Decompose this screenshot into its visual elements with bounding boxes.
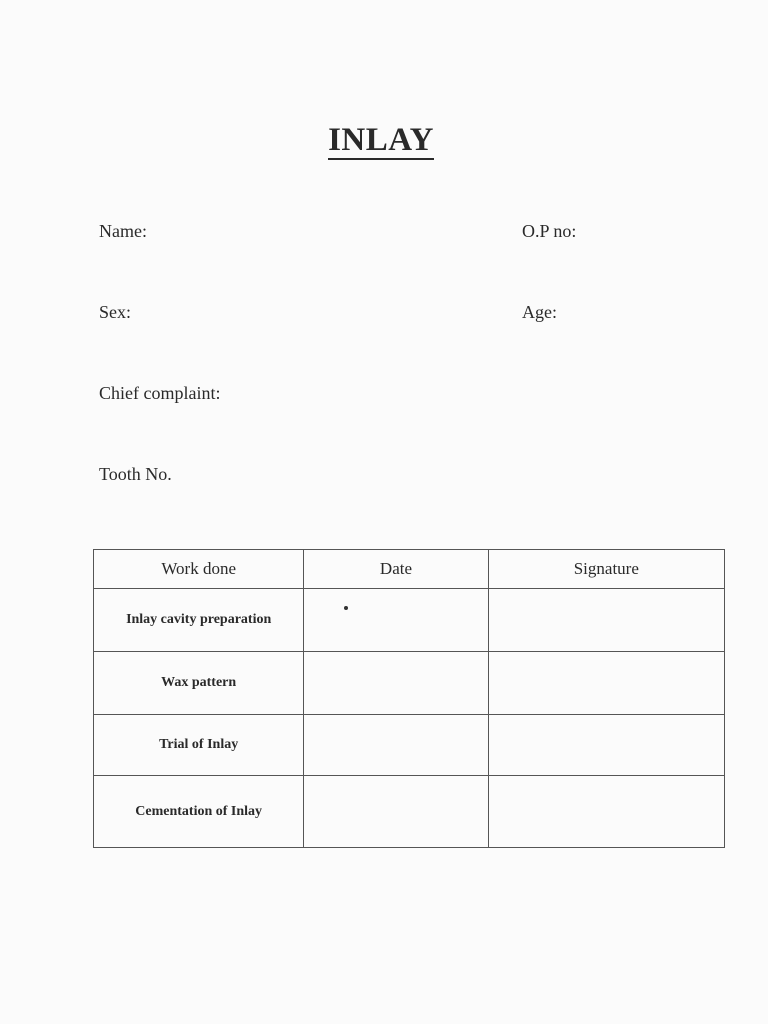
name-label: Name:: [99, 221, 147, 241]
tooth-no-label: Tooth No.: [99, 464, 172, 484]
signature-cell: [488, 715, 724, 776]
age-label: Age:: [522, 302, 557, 322]
sex-label: Sex:: [99, 302, 132, 322]
date-cell: [304, 589, 488, 652]
table-header-row: [94, 550, 725, 589]
work-cell: Inlay cavity preparation: [94, 589, 304, 652]
signature-header: Signature: [488, 550, 724, 589]
date-cell: [304, 652, 488, 715]
signature-cell: [488, 776, 724, 848]
date-cell: [304, 776, 488, 848]
signature-cell: [488, 589, 724, 652]
date-cell: [304, 715, 488, 776]
work-cell: Wax pattern: [94, 652, 304, 715]
table-row: [94, 776, 725, 848]
work-cell: Trial of Inlay: [94, 715, 304, 776]
form-title-container: [0, 122, 762, 160]
work-done-table: [93, 549, 725, 848]
table-row: [94, 589, 725, 652]
chief-complaint-label: Chief complaint:: [99, 383, 221, 403]
form-title: INLAY: [328, 122, 434, 158]
work-cell: Cementation of Inlay: [94, 776, 304, 848]
signature-cell: [488, 652, 724, 715]
table-row: [94, 652, 725, 715]
date-header: Date: [304, 550, 488, 589]
ink-dot: [344, 606, 348, 610]
table-row: [94, 715, 725, 776]
op-no-label: O.P no:: [522, 221, 577, 241]
work-done-header: Work done: [94, 550, 304, 589]
